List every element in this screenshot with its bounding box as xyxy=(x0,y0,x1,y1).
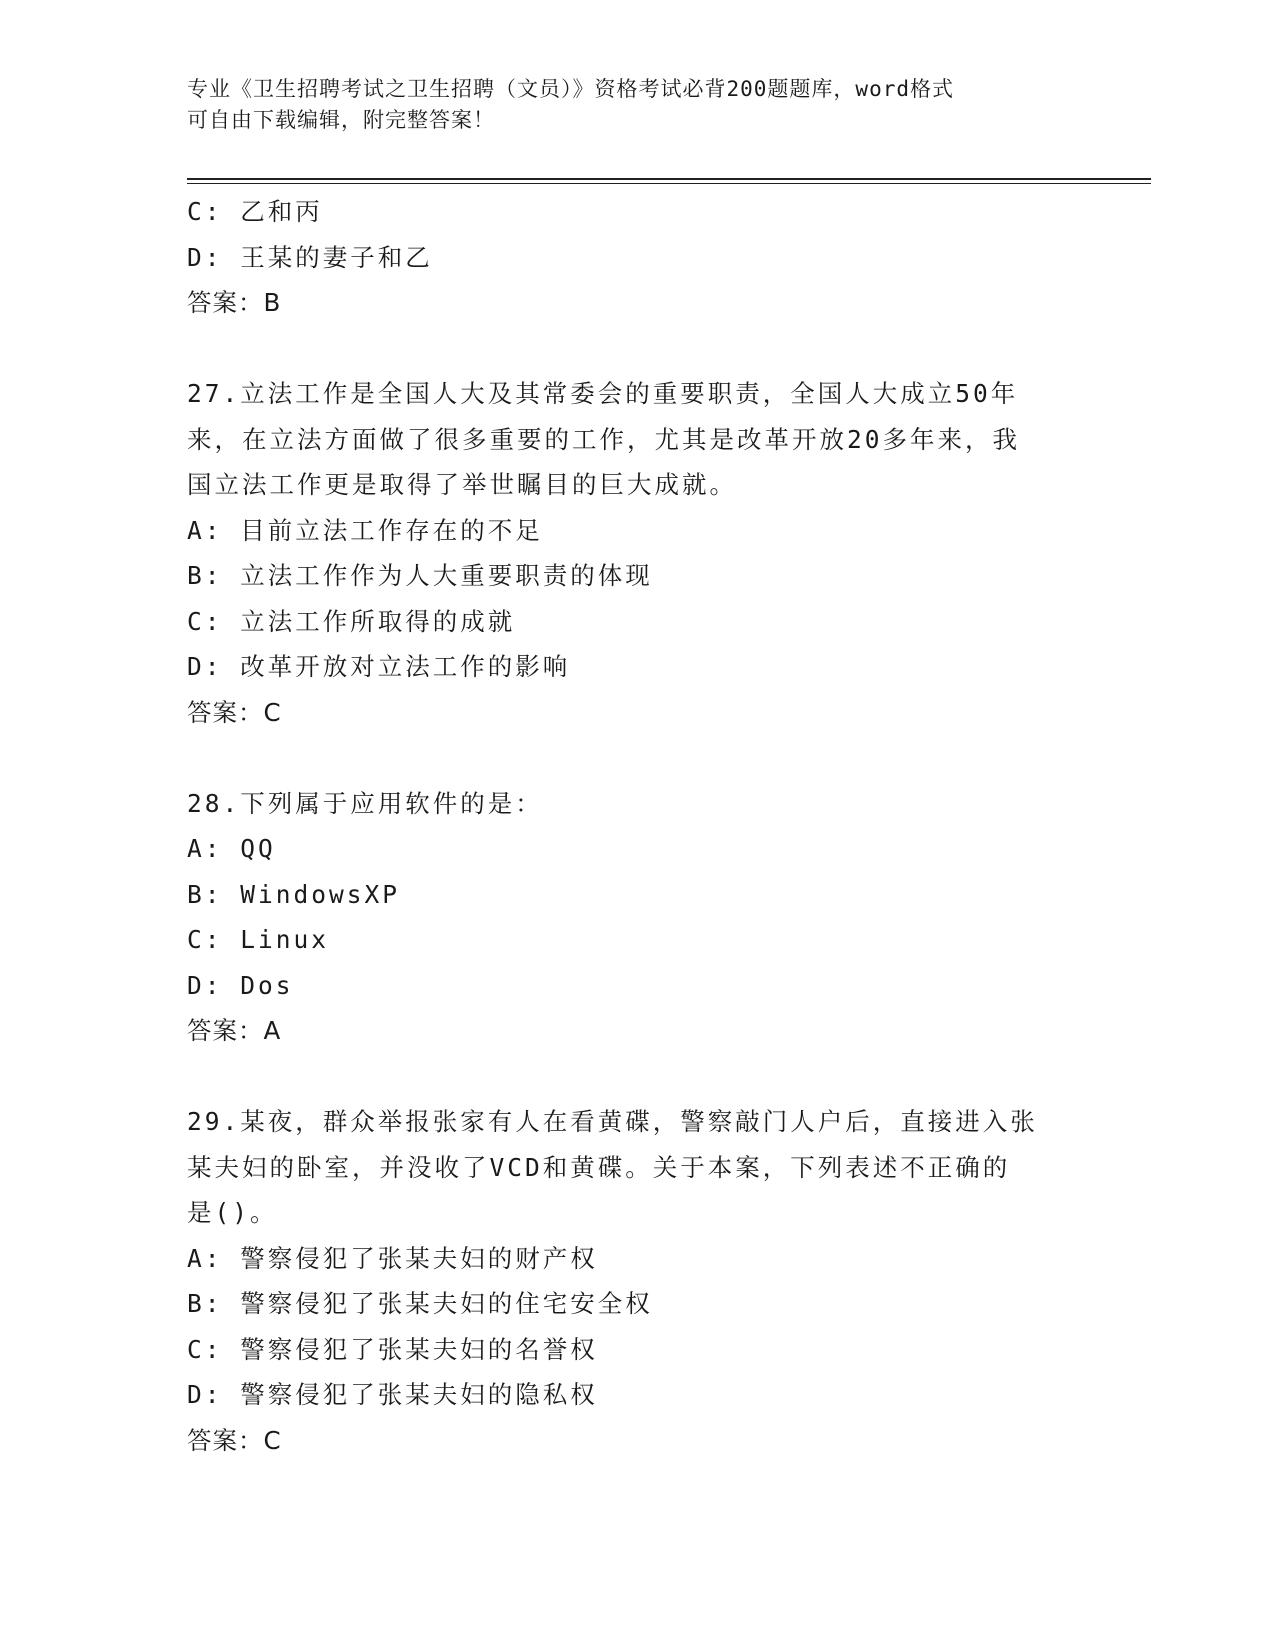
question-26-tail xyxy=(187,189,1087,326)
question-28 xyxy=(187,781,1087,1054)
option-d: D: 警察侵犯了张某夫妇的隐私权 xyxy=(187,1380,598,1409)
header-line-1: 专业《卫生招聘考试之卫生招聘（文员）》资格考试必背200题题库，word格式 xyxy=(187,77,954,101)
answer-line: 答案：A xyxy=(187,1016,282,1045)
option-c: C: 警察侵犯了张某夫妇的名誉权 xyxy=(187,1334,598,1364)
question-stem-line: 29.某夜，群众举报张家有人在看黄碟，警察敲门人户后，直接进入张 xyxy=(187,1107,1038,1136)
question-stem-line: 某夫妇的卧室，并没收了VCD和黄碟。关于本案，下列表述不正确的 xyxy=(187,1152,1011,1182)
option-a: A: QQ xyxy=(187,834,276,863)
spacer xyxy=(187,1054,1087,1100)
answer-line: 答案：C xyxy=(187,697,282,727)
spacer xyxy=(187,326,1087,372)
option-b: B: WindowsXP xyxy=(187,879,401,909)
question-stem-line: 27.立法工作是全国人大及其常委会的重要职责，全国人大成立50年 xyxy=(187,379,1019,408)
spacer xyxy=(187,735,1087,781)
question-29 xyxy=(187,1099,1087,1463)
header-divider-thin xyxy=(187,183,1151,184)
option-b: B: 警察侵犯了张某夫妇的住宅安全权 xyxy=(187,1289,653,1318)
question-stem-line: 国立法工作更是取得了举世瞩目的巨大成就。 xyxy=(187,470,737,499)
header-line-2: 可自由下载编辑，附完整答案！ xyxy=(187,108,495,132)
answer-line: 答案：C xyxy=(187,1425,282,1455)
answer-line: 答案：B xyxy=(187,288,282,317)
document-header xyxy=(187,74,1087,136)
question-stem-line: 是()。 xyxy=(187,1198,278,1227)
option-d: D: 改革开放对立法工作的影响 xyxy=(187,652,571,681)
question-stem-line: 28.下列属于应用软件的是： xyxy=(187,788,543,818)
option-c: C: 立法工作所取得的成就 xyxy=(187,606,516,636)
option-c: C: Linux xyxy=(187,925,330,954)
option-c: C: 乙和丙 xyxy=(187,197,323,226)
header-divider-thick xyxy=(187,178,1151,180)
option-d: D: 王某的妻子和乙 xyxy=(187,242,433,272)
question-stem-line: 来，在立法方面做了很多重要的工作，尤其是改革开放20多年来，我 xyxy=(187,424,1020,454)
option-a: A: 警察侵犯了张某夫妇的财产权 xyxy=(187,1243,598,1273)
option-a: A: 目前立法工作存在的不足 xyxy=(187,515,543,545)
option-d: D: Dos xyxy=(187,970,294,1000)
option-b: B: 立法工作作为人大重要职责的体现 xyxy=(187,561,653,590)
question-list xyxy=(187,189,1087,1463)
question-27 xyxy=(187,371,1087,735)
